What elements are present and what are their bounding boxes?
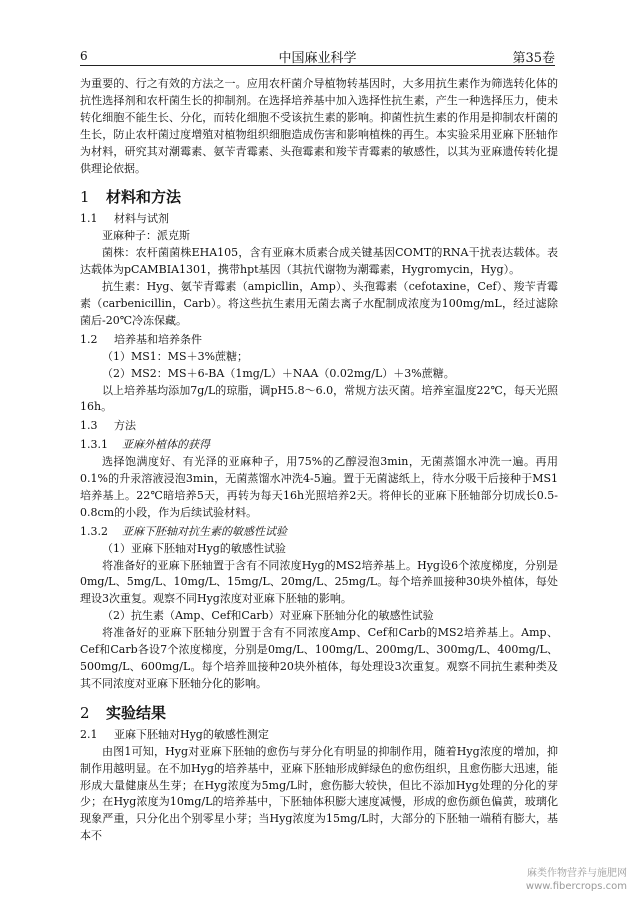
subsubsection-1-3-1-heading [80, 437, 558, 454]
section-title: 实验结果 [106, 703, 167, 722]
subsection-title: 亚麻下胚轴对Hyg的敏感性测定 [114, 727, 269, 741]
subsection-number: 2.1 [80, 727, 98, 741]
subsection-1-2-heading [80, 332, 558, 349]
subsection-2-1-heading [80, 727, 558, 744]
subsection-number: 1.3 [80, 419, 98, 433]
medium-ms2: （2）MS2：MS＋6-BA（1mg/L）＋NAA（0.02mg/L）＋3%蔗糖。 [102, 366, 455, 380]
antibiotic-test-paragraph: 将准备好的亚麻下胚轴分别置于含有不同浓度Amp、Cef和Carb的MS2培养基上。Amp、Cef和Carb各设7个浓度梯度，分别是0mg/L、100mg/L、200mg/L、300mg/L、400mg/L、500mg/L、600mg/L。每个培养皿接种20块外植体，每处理设3次重复。观察不同抗生素种类及其不同浓度对亚麻下胚轴分化的影响。 [80, 626, 558, 690]
culture-conditions-paragraph: 以上培养基均添加7g/L的琼脂，调pH5.8～6.0，常规方法灭菌。培养室温度22℃，每天光照16h。 [80, 383, 558, 414]
subsubsection-number: 1.3.1 [80, 438, 108, 452]
body-text [80, 76, 558, 845]
intro-paragraph: 为重要的、行之有效的方法之一。应用农杆菌介导植物转基因时，大多用抗生素作为筛选转化体的抗性选择剂和农杆菌生长的抑制剂。在选择培养基中加入选择性抗生素，产生一种选择压力，使未转化细胞不能生长、分化，而转化细胞不受该抗生素的影响。抑菌性抗生素的作用是抑制农杆菌的生长，防止农杆菌过度增殖对植物组织细胞造成伤害和影响植株的再生。本实验采用亚麻下胚轴作为材料，研究其对潮霉素、氨苄青霉素、头孢霉素和羧苄青霉素的敏感性，以其为亚麻遗传转化提供理论依据。 [80, 77, 558, 175]
volume-label: 第35卷 [512, 51, 555, 66]
watermark [526, 867, 627, 893]
hyg-test-paragraph: 将准备好的亚麻下胚轴置于含有不同浓度Hyg的MS2培养基上。Hyg设6个浓度梯度，分别是0mg/L、5mg/L、10mg/L、15mg/L、20mg/L、25mg/L。每个培养皿接种30块外植体，每处理设3次重复。观察不同Hyg浓度对亚麻下胚轴的影响。 [80, 558, 558, 606]
subsection-1-3-heading [80, 418, 558, 435]
subsection-1-1-heading [80, 211, 558, 228]
page-number: 6 [80, 49, 88, 63]
section-number: 1 [80, 188, 90, 207]
subsection-title: 材料与试剂 [114, 212, 169, 226]
subsubsection-title: 亚麻外植体的获得 [122, 438, 210, 452]
running-header [80, 47, 555, 66]
antibiotic-paragraph: 抗生素：Hyg、氨苄青霉素（ampicllin，Amp）、头孢霉素（cefotaxine，Cef）、羧苄青霉素（carbenicillin，Carb）。将这些抗生素用无菌去离子水配制成浓度为100mg/mL，经过滤除菌后-20℃冷冻保藏。 [80, 280, 558, 327]
subsection-number: 1.1 [80, 212, 98, 226]
journal-name: 中国麻业科学 [278, 51, 357, 66]
antibiotic-test-title: （2）抗生素（Amp、Cef和Carb）对亚麻下胚轴分化的敏感性试验 [102, 609, 434, 623]
explant-paragraph: 选择饱满度好、有光泽的亚麻种子，用75%的乙醇浸泡3min，无菌蒸馏水冲洗一遍。再用0.1%的升汞溶液浸泡3min，无菌蒸馏水冲洗4-5遍。置于无菌滤纸上，待水分吸干后接种于MS1培养基上。22℃暗培养5天，再转为每天16h光照培养2天。将伸长的亚麻下胚轴部分切成长0.5-0.8cm的小段，作为后续试验材料。 [80, 455, 558, 519]
section-title: 材料和方法 [106, 188, 182, 207]
watermark-url: www.fibercrops.com [525, 881, 627, 892]
strain-paragraph: 菌株：农杆菌菌株EHA105，含有亚麻木质素合成关键基因COMT的RNA干扰表达载体。表达载体为pCAMBIA1301，携带hpt基因（其抗代谢物为潮霉素，Hygromycin，Hyg）。 [80, 246, 558, 277]
medium-ms1: （1）MS1：MS＋3%蔗糖； [102, 349, 249, 363]
seed-paragraph: 亚麻种子：派克斯 [102, 229, 190, 243]
subsubsection-number: 1.3.2 [80, 524, 108, 538]
results-paragraph: 由图1可知，Hyg对亚麻下胚轴的愈伤与芽分化有明显的抑制作用，随着Hyg浓度的增加，抑制作用越明显。在不加Hyg的培养基中，亚麻下胚轴形成鲜绿色的愈伤组织，且愈伤膨大迅速，能形成大量健康丛生芽；在Hyg浓度为5mg/L时，愈伤膨大较快，但比不添加Hyg处理的分化的芽少；在Hyg浓度为10mg/L的培养基中，下胚轴体积膨大速度减慢，形成的愈伤颜色偏黄，玻璃化现象严重，只分化出个别零星小芽；当Hyg浓度为15mg/L时，大部分的下胚轴一端稍有膨大，基本不 [80, 744, 558, 843]
subsubsection-1-3-2-heading [80, 524, 558, 541]
subsection-title: 方法 [114, 419, 136, 433]
section-number: 2 [80, 703, 90, 722]
subsection-number: 1.2 [80, 332, 98, 346]
subsubsection-title: 亚麻下胚轴对抗生素的敏感性试验 [122, 524, 287, 538]
watermark-site-name: 麻类作物营养与施肥网 [527, 868, 627, 879]
subsection-title: 培养基和培养条件 [114, 332, 202, 346]
section-1-heading [80, 187, 558, 207]
hyg-test-title: （1）亚麻下胚轴对Hyg的敏感性试验 [102, 541, 286, 555]
section-2-heading [80, 703, 558, 723]
